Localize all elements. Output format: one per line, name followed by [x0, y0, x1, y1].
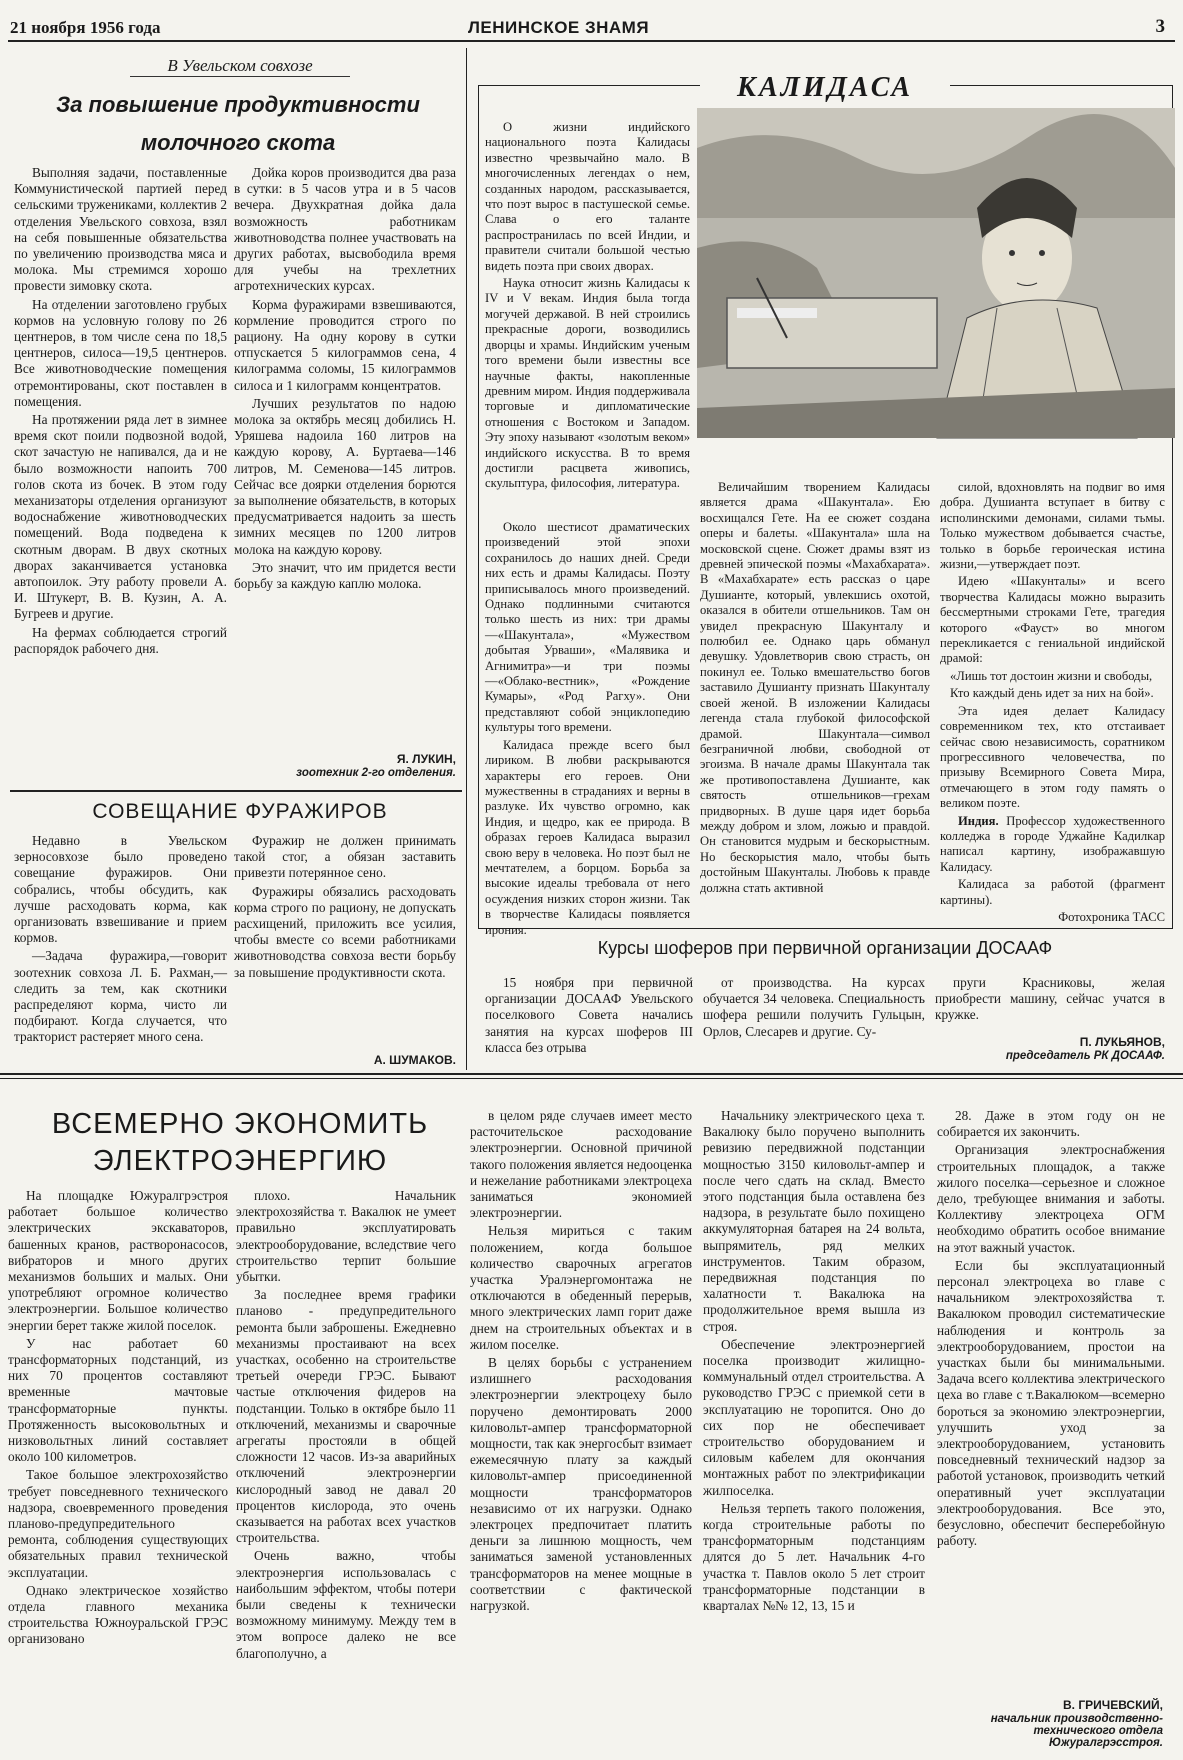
paragraph: Корма фуражирами взвешиваются, кормление проводится строго по рациону. На одну корову в сутки отпускается 5 килограммов сена, 4 килограмма соломы, 15 килограммов силоса и 1 килограмм концентратов. [234, 296, 456, 393]
paragraph: Наука относит жизнь Калидасы к IV и V векам. Индия была тогда могучей державой. В ней строились прекрасные дороги, возводились дворцы и храмы. Индийским ученым того времени были известны все научные факты, накопленные древним миром. Индия поддерживала торговые и дипломатические отношения с Востоком и Западом. Эту эпоху называют «золотым веком» индийского искусства. В то время достигли расцвета живопись, скульптура, философия, литература. [485, 276, 690, 491]
issue-date: 21 ноября 1956 года [10, 18, 161, 37]
painting-image [697, 108, 1175, 438]
article1-kicker: В Увельском совхозе [130, 56, 350, 77]
masthead-rule [8, 40, 1175, 42]
paragraph: У нас работает 60 трансформаторных подстанций, из них 70 процентов составляют временные мачтовые трансформаторные пункты. Протяженность высоковольтных и низковольтных линий составляет около 100 километров. [8, 1335, 228, 1465]
paragraph: На отделении заготовлено грубых кормов на условную голову по 26 центнеров, в том числе сена по 18,5 центнеров, силоса—19,5 центнеров. Все животноводческие помещения отремонтированы, скот поставлен в помещения. [14, 296, 227, 409]
paragraph: На протяжении ряда лет в зимнее время скот поили подвозной водой, скот зачастую не напивался, да и не было возможности напоить 700 голов скота из бочек. В этом году механизаторы отделения организуют водоснабжение животноводческих помещений. Вода подведена к скотным дворам. В двух скотных дворах заканчивается установка автопоилок. Эту работу провели А. И. Штукерт, В. В. Кузин, А. А. Бугреев и другие. [14, 412, 227, 622]
paragraph: На площадке Южуралгрэстроя работает большое количество электрических экскаваторов, башенных кранов, растворонасосов, вибраторов и много других механизмов больших и малых. Они употребляют огромное количество электроэнергии. Большое количество энергии берет также жилой поселок. [8, 1188, 228, 1333]
article1-title-line1: За повышение продуктивности [56, 92, 420, 117]
paragraph: Обеспечение электроэнергией поселка производит жилищно-коммунальный отдел строительства. А руководство ГРЭС с приемкой сети в эксплуатацию не торопится. Оно до сих пор не обеспечивает строительство оборудованием и силовым кабелем для окончания монтажных работ по электрификации жилпоселка. [703, 1336, 925, 1498]
article2-col1 [14, 833, 227, 1068]
divider [10, 790, 462, 792]
paragraph: На фермах соблюдается строгий распорядок рабочего дня. [14, 624, 227, 656]
photo-credit: Фотохроника ТАСС [1058, 909, 1165, 924]
article2-signature: А. ШУМАКОВ. [373, 1053, 456, 1067]
paragraph: О жизни индийского национального поэта Калидасы известно чрезвычайно мало. В многочисленных легендах о нем, созданных народом, рассказывается, что поэт вырос в пастушеской семье. Слава о его таланте распространилась по всей Индии, и правители считали большой честью видеть поэта при своих дворах. [485, 120, 690, 273]
photo-caption-2: Калидаса за работой (фрагмент картины). [940, 877, 1165, 907]
paragraph: в целом ряде случаев имеет место расточительское расходование электроэнергии. Основной причиной такого положения является недооценка и нежелание работниками электроцеха заниматься экономией электроэнергии. [470, 1108, 692, 1221]
paragraph: За последнее время графики планово - предупредительного ремонта были заброшены. Ежедневно механизмы простаивают на всех участках, особенно на строительстве третьей очереди ГРЭС. Бывают частые отключения фидеров на подстанции. Только в октябре было 11 отключений, механизмы и сварочные агрегаты простояли в общей сложности 12 часов. Из-за аварийных отключений электроэнергии кислородный завод не давал 20 процентов кислорода, это очень сказывается на работах всех участков строительства. [236, 1287, 456, 1546]
paragraph: Нельзя мириться с таким положением, когда большое количество сварочных агрегатов участка Уралэнергомонтажа не отключаются в обеденный перерыв, много электрических ламп горит даже днем на строительных объектах и в жилом поселке. [470, 1223, 692, 1352]
article1-title-line2: молочного скота [140, 130, 336, 155]
kalidasa-col1 [485, 520, 690, 937]
article3-signature-title: начальник производственно-технического отдела Южуралгрэсстроя. [990, 1713, 1163, 1749]
article3-title-line2: ЭЛЕКТРОЭНЕРГИЮ [92, 1145, 388, 1177]
paragraph: Лучших результатов по надою молока за октябрь месяц добились Н. Уряшева надоила 160 литров на каждую корову, А. Буртаева—146 литров, М. Семенова—145 литров. Сейчас все доярки отделения борются за выполнение обязательств, в которых предусматривается надоить за шесть зимних месяцев по 1200 литров молока на каждую корову. [234, 395, 456, 557]
dosaaf-signature: П. ЛУКЬЯНОВ, [1079, 1035, 1165, 1049]
column-divider [466, 48, 467, 1070]
article1-signature-title: зоотехник 2-го отделения. [296, 767, 456, 779]
dosaaf-col3 [935, 975, 1165, 1025]
paragraph: Выполняя задачи, поставленные Коммунистической партией перед сельскими тружениками, коллектив 2 отделения Увельского совхоза, взял на себя повышенные обязательства по увеличению производства мяса и молока. Мы стремимся хорошо провести зимовку скота. [14, 165, 227, 294]
newspaper-title: ЛЕНИНСКОЕ ЗНАМЯ [468, 18, 650, 37]
paragraph: от производства. На курсах обучается 34 человека. Специальность шофера решили получить Гульцын, Орлов, Слесарев и другие. Су- [703, 975, 925, 1039]
paragraph: Это значит, что им придется вести борьбу за каждую каплю молока. [234, 559, 456, 592]
article1-col2 [234, 165, 456, 745]
paragraph: Организация электроснабжения строительных площадок, а также жилого поселка—серьезное и сложное дело, требующее внимания и заботы. Коллективу электроцеха ОГМ необходимо обратить особое внимание на этот важный участок. [937, 1142, 1165, 1255]
dosaaf-title: Курсы шоферов при первичной организации ДОСААФ [597, 938, 1053, 958]
paragraph: силой, вдохновлять на подвиг во имя добра. Душианта вступает в битву с исполинскими демонами, силами тьмы. Только мужеством добывается счастье, только в борьбе героическая истина жизни,—утверждает поэт. [940, 480, 1165, 572]
page-number: 3 [1155, 16, 1165, 37]
paragraph: Дойка коров производится два раза в сутки: в 5 часов утра и в 5 часов вечера. Двухкратная дойка дала возможность работникам животноводства полнее участвовать на других работах, высвободила время для учебы на трехлетних агротехнических курсах. [234, 165, 456, 294]
paragraph: 15 ноября при первичной организации ДОСААФ Увельского поселкового Совета начались занятия на курсах шоферов III класса без отрыва [485, 975, 693, 1055]
paragraph: Начальнику электрического цеха т. Вакалюку было поручено выполнить ревизию передвижной подстанции мощностью 3150 киловольт-ампер и после чего сдать на склад. Вместо этого подстанция была оставлена без надзора, в результате было похищено аккумуляторная батарея на 24 вольта, выпрямитель, ряд мелких инструментов. Таким образом, передвижная подстанция по халатности т. Вакалюка на продолжительное время вышла из строя. [703, 1108, 925, 1334]
paragraph: Нельзя терпеть такого положения, когда строительные работы по трансформаторным подстанциям длятся до 5 лет. Начальник 4-го участка т. Павлов около 5 лет строит трансформаторные подстанции в кварталах №№ 12, 13, 15 и [703, 1500, 925, 1614]
kalidasa-title: КАЛИДАСА [700, 72, 950, 104]
paragraph: 28. Даже в этом году он не собирается их закончить. [937, 1108, 1165, 1140]
article3-col4 [703, 1108, 925, 1758]
paragraph: Однако электрическое хозяйство отдела главного механика строительства Южноуральской ГРЭС организовано [8, 1582, 228, 1647]
paragraph: Такое большое электрохозяйство требует повседневного технического надзора, своевременного проведения планово-предупредительного ремонта, соблюдения существующих обязательных правил технической эксплуатации. [8, 1467, 228, 1580]
article3-col5 [937, 1108, 1165, 1688]
kalidasa-col2 [700, 480, 930, 920]
article1-signature: Я. ЛУКИН, [396, 752, 456, 766]
kalidasa-col3 [940, 480, 1165, 924]
paragraph: Идею «Шакунталы» и всего творчества Калидасы можно выразить бессмертными строками Гете, трагедия которого «Фауст» во многом перекликается с гениальной индийской драмой: [940, 574, 1165, 666]
paragraph: Если бы эксплуатационный персонал электроцеха во главе с начальником электрохозяйства т. Вакалюком проводил систематические наблюдения и контроль за электрооборудованием, простои на участках были бы минимальными. Задача всего коллектива электрического цеха во главе с т.Вакалюком—всемерно бороться за экономию электроэнергии, улучшить уход за электрооборудованием, установить повседневный технический надзор за работой установок, производить четкий оперативный учет эксплуатации электрооборудования. Все это, безусловно, обеспечит бесперебойную работу. [937, 1257, 1165, 1549]
dosaaf-col1 [485, 975, 693, 1065]
dosaaf-col2 [703, 975, 925, 1065]
photo-caption [940, 814, 1165, 876]
caption-location: Индия. [958, 813, 999, 828]
verse-line: Кто каждый день идет за них на бой». [950, 686, 1154, 701]
article3-signature: В. ГРИЧЕВСКИЙ, [1063, 1698, 1163, 1712]
paragraph: В целях борьбы с устранением излишнего расходования электроэнергии электроцеху было поручено демонтировать 2000 киловольт-ампер трансформаторной мощности, так как энергосбыт взимает ежемесячную плату за каждый киловольт-ампер присоединенной мощности трансформаторов независимо от их нагрузки. Однако электроцех предпочитает платить деньги за лишнюю мощность, чем заниматься заменой установленных трансформаторов на менее мощные в соответствии с фактической нагрузкой. [470, 1355, 692, 1614]
paragraph: Эта идея делает Калидасу современником тех, кто отстаивает сейчас свою независимость, соратником прогрессивного человечества, по призыву Всемирного Совета Мира, отмечающего в этом году память о великом поэте. [940, 703, 1165, 811]
paragraph: Около шестисот драматических произведений этой эпохи сохранилось до наших дней. Среди них есть и драмы Калидасы. Поэту приписывалось много произведений. Однако подлинными считаются только шесть из них: три драмы—«Шакунтала», «Мужеством добытая Урваши», «Малявика и Агнимитра»—и три поэмы—«Облако-вестник», «Рождение Кумары», «Род Рагху». Они представляют собой энциклопедию культуры того времени. [485, 520, 690, 735]
paragraph: Калидаса прежде всего был лириком. В любви раскрываются характеры его героев. Они мужественны в страданиях и верны в разлуке. Их чувство огромно, как Индия, и щедро, как ее природа. В образах героев Калидаса выразил свою веру в человека. Но поэт был не мечтателем, а борцом. Борьба за высокие идеалы требовала от него осуждения низких сторон жизни. Так в творчестве Калидасы появляется ирония. [485, 737, 690, 937]
article3-title-line1: ВСЕМЕРНО ЭКОНОМИТЬ [51, 1108, 429, 1140]
article3-col3 [470, 1108, 692, 1758]
paragraph: Недавно в Увельском зерносовхозе было проведено совещание фуражиров. Они собрались, чтобы обсудить, как лучше расходовать корма, как организовать взвешивание и прием кормов. [14, 833, 227, 946]
paragraph: Величайшим творением Калидасы является драма «Шакунтала». Ею восхищался Гете. На ее сюжет создана оперы и балеты. «Шакунтала» шла на московской сцене. Сюжет драмы взят из древней эпической поэмы «Махабхарата». В «Махабхарате» есть рассказ о царе Душианте, который, увлекшись охотой, оказался в обители отшельников. Там он увидел прекрасную Шакунталу и полюбил ее. Однако царь обманул девушку. Удовлетворив свою страсть, он покинул ее. Только вмешательство богов заставило Душианту признать Шакунталу своей женой. В изложении Калидасы легенда стала глубокой философской драмой. Шакунтала—символ безграничной любви, свободной от эгоизма. В начале драмы Шакунтала так же противопоставлена Душианте, как святость отшельников—грехам придворных. В душе царя идет борьба между добром и злом, ложью и правдой. Он становится мудрым и бескорыстным. Но бескорыстия мало, чтобы быть достойным Шакунталы. Любовь к правде должна стать активной [700, 480, 930, 895]
section-rule [0, 1078, 1183, 1079]
dosaaf-signature-title: председатель РК ДОСААФ. [1005, 1050, 1165, 1062]
paragraph: Очень важно, чтобы электроэнергия использовалась с наибольшим эффектом, чтобы потери были сведены к технически возможному минимуму. Между тем в этом вопросе далеко не все благополучно, а [236, 1548, 456, 1661]
kalidasa-painting [697, 108, 1175, 438]
article2-title: СОВЕЩАНИЕ ФУРАЖИРОВ [92, 800, 388, 823]
verse-line: «Лишь тот достоин жизни и свободы, [950, 668, 1153, 683]
kalidasa-intro [485, 120, 690, 515]
paragraph: Фуражир не должен принимать такой стог, а обязан заставить привезти потерянное сено. [234, 833, 456, 881]
article3-col1 [8, 1188, 228, 1758]
paragraph: —Задача фуражира,—говорит зоотехник совхоза Л. Б. Рахман,—следить за тем, как скотники распределяют корма, чисто ли подбирают. Когда случается, что тракторист растеряет много сена. [14, 948, 227, 1045]
paragraph: Фуражиры обязались расходовать корма строго по рациону, не допускать расхищений, приложить все усилия, чтобы вместе со всеми работниками животноводства совхоза вести борьбу за повышение продуктивности скота. [234, 883, 456, 980]
article2-col2 [234, 833, 456, 1048]
article3-col2 [236, 1188, 456, 1758]
section-rule [0, 1073, 1183, 1075]
paragraph: плохо. Начальник электрохозяйства т. Вакалюк не умеет правильно эксплуатировать электрооборудование, вследствие чего строительство терпит большие убытки. [236, 1188, 456, 1285]
paragraph: пруги Красниковы, желая приобрести машину, сейчас учатся в кружке. [935, 975, 1165, 1023]
caption-text: Профессор художественного колледжа в городе Уджайне Кадилкар написал картину, изображавшую Калидасу. [940, 813, 1165, 874]
article1-col1 [14, 165, 227, 785]
